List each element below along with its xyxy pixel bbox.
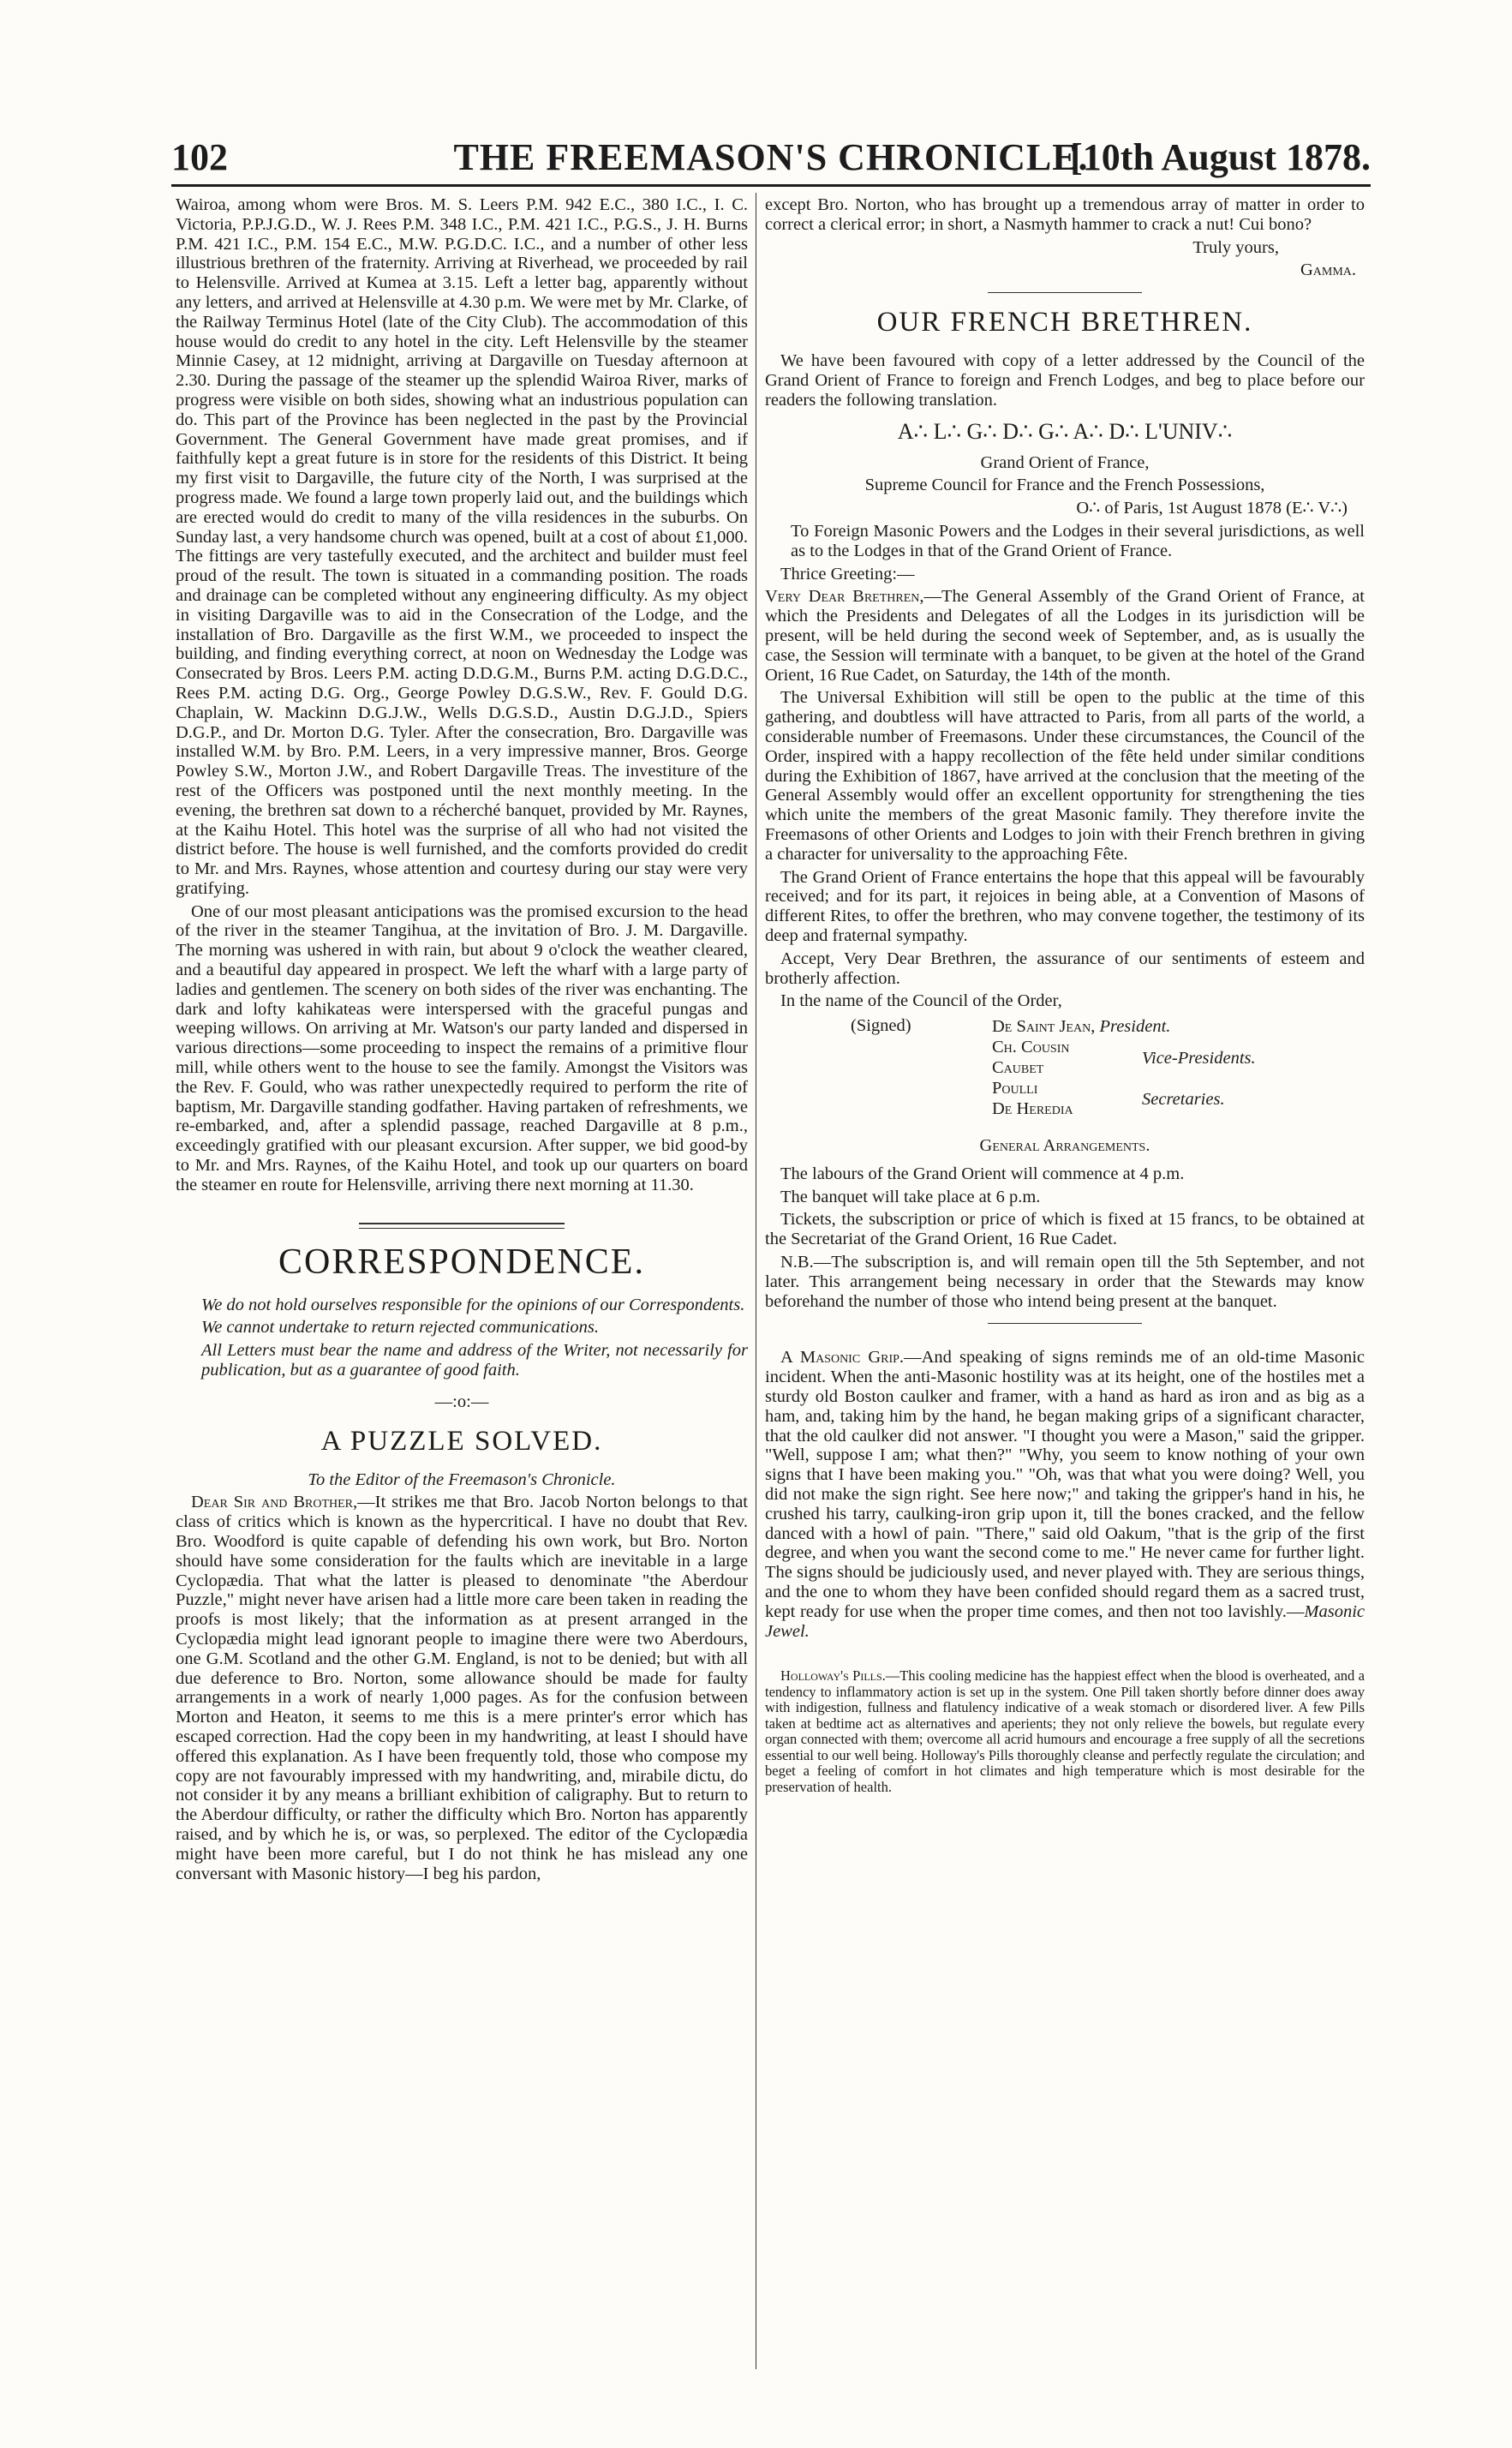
letter-paragraph: Very Dear Brethren,—The General Assembly of the Grand Orient of France, at which the Presidents and Delegates of all the Lodges in its jurisdiction will be present, will be held during the second week of September, and, as is usually the case, the Session will terminate with a banquet, to be given at the hotel of the Grand Orient, 16 Rue Cadet, on Saturday, the 14th of the month. bbox=[765, 587, 1365, 685]
issue-date: [10th August 1878. bbox=[1070, 136, 1371, 178]
section-heading-correspondence: CORRESPONDENCE. bbox=[278, 1242, 645, 1282]
letter-signature: Gamma. bbox=[1300, 260, 1356, 280]
letter-paragraph: In the name of the Council of the Order, bbox=[780, 991, 1062, 1011]
advertisement-lead: Holloway's Pills. bbox=[780, 1667, 886, 1685]
signed-label: (Signed) bbox=[851, 1016, 911, 1036]
article-paragraph: Wairoa, among whom were Bros. M. S. Leers P.M. 942 E.C., 380 I.C., I. C. Victoria, P.P.J.G.D., W. J. Rees P.M. 348 I.C., P.M. 421 I.C., P.G.S., J. H. Burns P.M. 421 I.C., P.M. 154 E.C., M.W. P.G.D.C. I.C., and a number of other less illustrious brethren of the fraternity. Arriving at Riverhead, we proceeded by rail to Helensville. Arrived at Kumea at 3.15. Left a letter bag, apparently without any letters, and arrived at Helensville at 4.30 p.m. We were met by Mr. Clarke, of the Railway Terminus Hotel (late of the City Club). The accommodation of this house would do credit to any hotel in the city. Left Helensville by the steamer Minnie Casey, at 12 midnight, arriving at Dargaville on Tuesday afternoon at 2.30. During the passage of the steamer up the splendid Wairoa River, marks of progress were visible on both sides, showing what an industrious population can do. This part of the Province has been neglected in the past by the Provincial Government. The General Government have made great promises, and if faithfully kept a great future is in store for the residents of this District. It being my first visit to Dargaville, the future city of the North, I was surprised at the progress made. We found a large town properly laid out, and the buildings which are erected would do credit to many of the villa residences in the suburbs. On Sunday last, a very handsome church was opened, built at a cost of about £1,000. The fittings are very tastefully executed, and the architect and builder must feel proud of the result. The town is situated in a commanding position. The roads and drainage can be completed without any engineering difficulty. As my object in visiting Dargaville was to aid in the Consecration of the Lodge, and the installation of Bro. Dargaville as the first W.M., we proceeded to inspect the building, and finding everything correct, at noon on Wednesday the Lodge was Consecrated by Bros. Leers P.M. acting D.D.G.M., Burns P.M. acting D.G.D.C., Rees P.M. acting D.G. Org., George Powley D.G.S.W., Rev. F. Gould D.G. Chaplain, W. Mackinn D.G.J.W., Wells D.G.S.D., Austin D.G.J.D., Spiers D.G.P., and Dr. Morton D.G. Tyler. After the consecration, Bro. Dargaville was installed W.M. by Bro. P.M. Leers, in a very impressive manner, Bros. George Powley S.W., Morton J.W., and Robert Dargaville Treas. The investiture of the rest of the Officers was postponed until the next monthly meeting. In the evening, the brethren sat down to a récherché banquet, provided by Mr. Raynes, at the Kaihu Hotel. This hotel was the surprise of all who had not visited the district before. The house is well furnished, and the comforts provided do credit to Mr. and Mrs. Raynes, whose attention and courtesy during our stay were very gratifying. bbox=[176, 195, 749, 898]
letter-paragraph: The Universal Exhibition will still be open to the public at the time of this gathering, and doubtless will have attracted to Paris, from all parts of the world, a considerable number of Freemasons. Under these circumstances, the Council of the Order, inspired with a happy recollection of the fête held under similar conditions during the Exhibition of 1867, have arrived at the conclusion that the meeting of the General Assembly would offer an excellent opportunity for strengthening the ties which unite the members of the great Masonic family. They therefore invite the Freemasons of other Orients and Lodges to join with their French brethren in giving a character for universality to the approaching Fête. bbox=[765, 688, 1365, 864]
arrangement-line: Tickets, the subscription or price of which is fixed at 15 francs, to be obtained at the Secretariat of the Grand Orient, 16 Rue Cadet. bbox=[765, 1210, 1365, 1249]
article-masonic-grip: A Masonic Grip.—And speaking of signs reminds me of an old-time Masonic incident. When the anti-Masonic hostility was at its height, one of the hostiles met a sturdy old Boston caulker and framer, with a hand as hard as iron and as big as a ham, and, taking him by the hand, he began making grips of a significant character, that the old caulker did not answer. "I thought you were a Mason," said the gripper. "Well, suppose I am; what then?" "Why, you seem to know nothing of your own signs that I have been making you." "Oh, was that what you were doing? Well, you did not make the sign right. See here now;" and taking the gripper's hand in his, he crushed his tarry, caulking-iron grip upon it, till the bones cracked, and the fellow danced with a howl of pain. "There," said old Oakum, "that is the grip of the first degree, and when you want the second come to me." He never came for further light. The signs should be judiciously used, and never played with. They are serious things, and the one to whom they have been confided should regard them as a sacred trust, kept ready for use when the proper time comes, and then not too lavishly.—Masonic Jewel. bbox=[765, 1348, 1365, 1641]
letter-text: —It strikes me that Bro. Jacob Norton belongs to that class of critics which is known as the hypercritical. I have no doubt that Rev. Bro. Woodford is quite capable of defending his own work, but Bro. Norton should have some consideration for the faults which are inevitable in a large Cyclopædia. That what the latter is pleased to denominate "the Aberdour Puzzle," might never have arisen had a little more care been taken in reading the proofs is most likely; that the information as at present arranged in the Cyclopædia might lead ignorant people to imagine there were two Aberdours, one G.M. Scotland and the other G.M. England, is not to be denied; but with all due deference to Bro. Norton, some allowance should be made for faulty arrangements in a work of nearly 1,000 pages. As for the confusion between Morton and Heaton, it seems to me this is a mere printer's error which has escaped correction. Had the copy been in my handwriting, at least I should have offered this explanation. As I have been frequently told, those who compose my copy are not favourably impressed with my handwriting, and, mirabile dictu, do not consider it by any means a brilliant exhibition of caligraphy. But to return to the Aberdour difficulty, or rather the difficulty which Bro. Norton has apparently raised, and by which he is, or was, so perplexed. The editor of the Cyclopædia might have been more careful, but I do not think he has mislead any one conversant with Masonic history—I beg his pardon, bbox=[176, 1493, 748, 1883]
letter-closing: Truly yours, bbox=[1192, 237, 1279, 257]
signatory-names: De Saint Jean, President. Ch. Cousin Caubet Poulli De Heredia bbox=[992, 1017, 1171, 1119]
subheading-arrangements: General Arrangements. bbox=[979, 1136, 1150, 1156]
letter-salutation: Very Dear Brethren, bbox=[765, 587, 924, 607]
vice-presidents-role: Vice-Presidents. bbox=[1142, 1049, 1256, 1068]
ornament-divider: —:o:— bbox=[434, 1392, 489, 1411]
masthead bbox=[171, 129, 1371, 189]
letter-paragraph: The Grand Orient of France entertains the hope that this appeal will be favourably received; and for its part, it rejoices in being able, at a Convention of Masons of different Rites, to offer the brethren, who may convene together, the testimony of its deep and fraternal sympathy. bbox=[765, 867, 1365, 945]
masonic-motto: A∴ L∴ G∴ D∴ G∴ A∴ D∴ L'UNIV∴ bbox=[897, 418, 1233, 444]
editorial-notice: We do not hold ourselves responsible for the opinions of our Correspondents. bbox=[201, 1295, 745, 1314]
letterhead-line: Supreme Council for France and the French Possessions, bbox=[864, 476, 1265, 495]
article-paragraph: One of our most pleasant anticipations was the promised excursion to the head of the river in the steamer Tangihua, at the invitation of Bro. J. M. Dargaville. The morning was ushered in with rain, but about 9 o'clock the weather cleared, and a beautiful day appeared in prospect. We left the wharf with a large party of ladies and gentlemen. The scenery on both sides of the river was enchanting. The dark and lofty kahikateas were interspersed with the graceful pungas and weeping willows. On arriving at Mr. Watson's our party landed and dispersed in various directions—some proceeding to inspect the remains of a primitive flour mill, while others went to the house to see the family. Amongst the Visitors was the Rev. F. Gould, who was rather unexpectedly required to perform the rite of baptism, Mr. Dargaville standing godfather. Having partaken of refreshments, we re-embarked, and, after a splendid passage, reached Dargaville at 8 p.m., exceedingly gratified with our pleasant excursion. After supper, we bid good-by to Mr. and Mrs. Raynes, of the Kaihu Hotel, and took up our quarters on board the steamer en route for Helensville, arriving there next morning at 11.30. bbox=[176, 901, 748, 1194]
article-title-french-brethren: OUR FRENCH BRETHREN. bbox=[876, 307, 1253, 338]
arrangement-line: N.B.—The subscription is, and will remain open till the 5th September, and not later. This arrangement being necessary in order that the Stewards may know beforehand the number of those who intend being present at the banquet. bbox=[765, 1253, 1365, 1311]
arrangement-line: The labours of the Grand Orient will commence at 4 p.m. bbox=[780, 1164, 1185, 1183]
header-rule bbox=[171, 184, 1371, 187]
advertisement: Holloway's Pills.—This cooling medicine has the happiest effect when the blood is overheated, and a tendency to inflammatory action is set up in the system. One Pill taken shortly before dinner does away with indigestion, fullness and flatulency indicative of a weak stomach or disordered liver. A few Pills taken at bedtime act as alternatives and aperients; they not only relieve the bowels, but regulate every organ connected with them; overcome all acrid humours and encourage a free supply of all the secretions essential to our well being. Holloway's Pills thoroughly cleanse and perfectly regulate the circulation; and beget a feeling of comfort in hot climates and high temperature which is most desirable for the preservation of health. bbox=[765, 1667, 1365, 1795]
article-lead: A Masonic Grip. bbox=[780, 1348, 905, 1368]
section-divider bbox=[988, 292, 1142, 293]
right-column bbox=[765, 195, 1365, 1799]
section-divider bbox=[988, 1323, 1142, 1324]
page-number: 102 bbox=[171, 136, 228, 178]
letter-address: To the Editor of the Freemason's Chronicle. bbox=[308, 1469, 616, 1489]
letter-addressee: To Foreign Masonic Powers and the Lodges in their several jurisdictions, as well as to the Lodges in that of the Grand Orient of France. bbox=[791, 521, 1365, 560]
article-intro: We have been favoured with copy of a letter addressed by the Council of the Grand Orient of France to foreign and French Lodges, and beg to place before our readers the following translation. bbox=[765, 351, 1365, 410]
signature-block bbox=[765, 1016, 1365, 1128]
letter-body bbox=[176, 1493, 748, 1883]
secretaries-role: Secretaries. bbox=[1142, 1090, 1225, 1110]
letterhead-line: Grand Orient of France, bbox=[980, 452, 1150, 472]
letter-paragraph: Accept, Very Dear Brethren, the assurance of our sentiments of esteem and brotherly affection. bbox=[765, 949, 1365, 988]
arrangement-line: The banquet will take place at 6 p.m. bbox=[780, 1187, 1041, 1206]
left-column bbox=[176, 195, 748, 1887]
editorial-notice: We cannot undertake to return rejected communications. bbox=[201, 1318, 599, 1338]
editorial-notice: All Letters must bear the name and address of the Writer, not necessarily for publication, but as a guarantee of good faith. bbox=[201, 1341, 748, 1380]
letter-greeting: Thrice Greeting:— bbox=[780, 564, 915, 584]
letter-salutation: Dear Sir and Brother, bbox=[191, 1493, 358, 1512]
article-title-puzzle-solved: A PUZZLE SOLVED. bbox=[320, 1425, 603, 1457]
article-source: Masonic Jewel. bbox=[765, 1601, 1365, 1641]
letterhead-date: O∴ of Paris, 1st August 1878 (E∴ V∴) bbox=[1076, 499, 1348, 518]
section-divider bbox=[359, 1223, 565, 1229]
letter-continuation: except Bro. Norton, who has brought up a tremendous array of matter in order to correct a clerical error; in short, a Nasmyth hammer to crack a nut! Cui bono? bbox=[765, 195, 1365, 234]
newspaper-title: THE FREEMASON'S CHRONICLE. bbox=[453, 136, 1089, 178]
